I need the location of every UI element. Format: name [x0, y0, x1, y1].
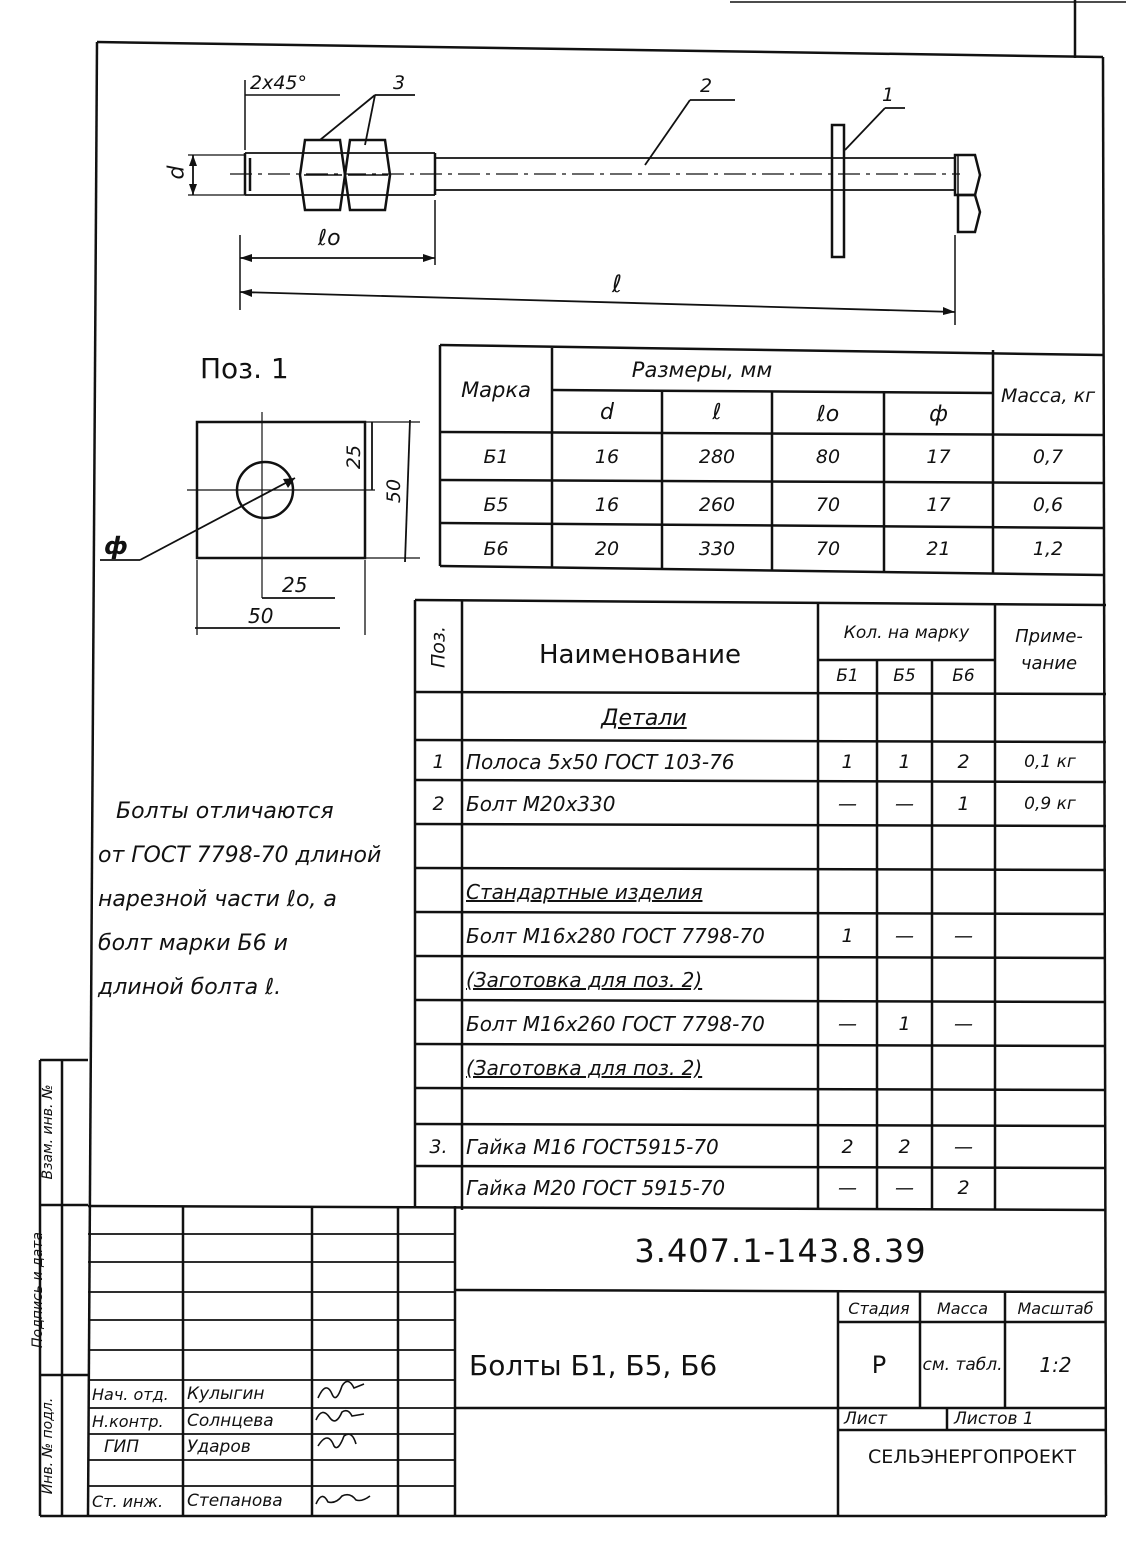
spec-cell-b1: [818, 958, 877, 1002]
spec-cell-note: [995, 1168, 1105, 1208]
dim-d-label: d: [164, 165, 190, 180]
sizes-mark-header: Марка: [461, 378, 531, 402]
spec-cell-b6: [932, 826, 995, 870]
spec-cell-b6: [932, 694, 995, 742]
sizes-header: Размеры, мм: [631, 358, 773, 382]
spec-cell-note: [995, 1002, 1105, 1046]
sizes-sub-d: d: [600, 399, 614, 425]
scale-header: Масштаб: [1017, 1298, 1094, 1318]
dim-l-label: ℓ: [612, 270, 622, 298]
note-text: [98, 790, 408, 1010]
sizes-cell-phi: 17: [926, 446, 951, 468]
spec-cell-b6: [932, 1046, 995, 1090]
callout-1: 1: [882, 84, 895, 106]
organization: СЕЛЬЭНЕРГОПРОЕКТ: [868, 1446, 1076, 1468]
spec-cell-pos: [415, 958, 462, 1002]
sizes-sub-l: ℓ: [712, 399, 722, 425]
side-label-inv-repl: Взам. инв. №: [40, 1084, 56, 1180]
spec-cell-b1: [818, 826, 877, 870]
side-label-inv-orig: Инв. № подл.: [40, 1397, 56, 1495]
spec-name-header: Наименование: [538, 640, 742, 670]
plate-dim-50-vertical: 50: [383, 478, 406, 504]
spec-cell-b6: [932, 870, 995, 914]
drawing-title: Болты Б1, Б5, Б6: [469, 1348, 718, 1382]
spec-cell-note: [995, 870, 1105, 914]
spec-cell-name: Стандартные изделия: [466, 880, 703, 904]
sizes-cell-mass: 1,2: [1032, 538, 1064, 560]
mass-header: Масса: [936, 1298, 988, 1318]
spec-cell-b6: 2: [957, 751, 970, 773]
spec-cell-b6: —: [954, 1013, 973, 1035]
spec-cell-note: [995, 914, 1105, 958]
staff-role-3: ГИП: [104, 1437, 139, 1457]
spec-cell-pos: [415, 694, 462, 742]
spec-cell-b1: [818, 1090, 877, 1126]
note-line-5: длиной болта ℓ.: [98, 975, 282, 1000]
spec-pos-header: Поз.: [427, 625, 450, 669]
spec-cell-b1: [818, 694, 877, 742]
side-label-sign-date: Подпись и дата: [30, 1232, 46, 1348]
spec-note-header: Приме- чание: [1015, 626, 1083, 674]
spec-cell-name: Гайка М16 ГОСТ5915-70: [466, 1135, 719, 1159]
spec-cell-note: [995, 958, 1105, 1002]
callout-3: 3: [393, 72, 406, 94]
spec-cell-name: (Заготовка для поз. 2): [466, 1056, 703, 1080]
spec-qty-b5: Б5: [893, 666, 916, 686]
sizes-cell-l0: 70: [815, 538, 841, 560]
sizes-cell-mass: 0,6: [1032, 494, 1064, 516]
spec-cell-name: Болт М20х330: [466, 792, 616, 816]
sizes-cell-l0: 70: [815, 494, 841, 516]
spec-cell-b6: 2: [957, 1177, 970, 1199]
plate-dim-25-horizontal: 25: [282, 573, 308, 597]
spec-cell-pos: [415, 870, 462, 914]
staff-role-1: Нач. отд.: [92, 1384, 169, 1404]
sizes-mass-header: Масса, кг: [1000, 384, 1096, 407]
spec-cell-name: [462, 826, 822, 870]
spec-cell-note: 0,1 кг: [1024, 752, 1076, 772]
spec-cell-note: [995, 1126, 1105, 1168]
spec-cell-b6: —: [954, 1136, 973, 1158]
spec-cell-b1: 1: [841, 925, 854, 947]
spec-cell-pos: 1: [432, 751, 445, 773]
stage-header: Стадия: [848, 1298, 910, 1318]
spec-cell-name: Болт М16х260 ГОСТ 7798-70: [466, 1012, 765, 1036]
scale-value: 1:2: [1039, 1353, 1072, 1377]
sizes-sub-l0: ℓo: [816, 401, 840, 427]
spec-cell-pos: 3.: [429, 1136, 448, 1158]
spec-cell-name: [462, 1090, 822, 1126]
staff-role-4: Ст. инж.: [92, 1491, 164, 1511]
spec-cell-pos: [415, 1168, 462, 1208]
spec-cell-name: Болт М16х280 ГОСТ 7798-70: [466, 924, 765, 948]
spec-cell-b1: —: [838, 1013, 857, 1035]
sheets-label: Листов 1: [954, 1409, 1034, 1429]
sizes-cell-d: 16: [594, 446, 620, 468]
spec-qty-b1: Б1: [836, 666, 859, 686]
phi-label: ф: [104, 532, 128, 560]
spec-cell-b5: [877, 694, 932, 742]
spec-cell-b1: —: [838, 793, 857, 815]
sizes-cell-l: 330: [698, 538, 736, 560]
spec-cell-b1: 1: [841, 751, 854, 773]
sizes-cell-l0: 80: [815, 446, 841, 468]
note-line-1: Болты отличаются: [116, 799, 334, 824]
spec-cell-b5: 2: [898, 1136, 911, 1158]
mass-value: см. табл.: [922, 1354, 1003, 1375]
staff-name-1: Кулыгин: [187, 1384, 265, 1404]
plate-title: Поз. 1: [200, 352, 289, 385]
staff-role-2: Н.контр.: [92, 1411, 164, 1431]
stage-value: Р: [871, 1351, 887, 1379]
plate-dim-50-horizontal: 50: [248, 604, 274, 628]
spec-cell-b6: [932, 958, 995, 1002]
sizes-cell-d: 20: [594, 538, 620, 560]
staff-name-2: Солнцева: [187, 1411, 274, 1431]
sizes-cell-d: 16: [594, 494, 620, 516]
spec-cell-pos: [415, 826, 462, 870]
sizes-cell-mark: Б6: [483, 538, 509, 560]
sizes-sub-phi: ф: [929, 401, 948, 427]
spec-cell-b5: [877, 826, 932, 870]
doc-code: 3.407.1-143.8.39: [634, 1232, 927, 1270]
spec-cell-b6: 1: [957, 793, 970, 815]
plate-dim-25-vertical: 25: [343, 444, 366, 470]
spec-cell-pos: [415, 1090, 462, 1126]
spec-cell-name: Полоса 5х50 ГОСТ 103-76: [466, 750, 735, 774]
spec-cell-b5: [877, 958, 932, 1002]
spec-cell-b5: [877, 1090, 932, 1126]
sizes-cell-phi: 17: [926, 494, 951, 516]
spec-cell-name: Детали: [601, 705, 687, 731]
sizes-cell-l: 260: [698, 494, 736, 516]
note-line-2: от ГОСТ 7798-70 длиной: [98, 843, 382, 868]
sizes-cell-phi: 21: [926, 538, 951, 560]
spec-cell-b1: [818, 1046, 877, 1090]
chamfer-label: 2x45°: [250, 72, 308, 94]
spec-cell-b6: —: [954, 925, 973, 947]
callout-2: 2: [700, 75, 713, 97]
spec-cell-name: Гайка М20 ГОСТ 5915-70: [466, 1176, 726, 1200]
spec-cell-b5: 1: [898, 751, 911, 773]
spec-cell-b5: —: [895, 1177, 914, 1199]
spec-qty-b6: Б6: [952, 666, 975, 686]
spec-cell-note: [995, 826, 1105, 870]
dim-l0-label: ℓo: [318, 226, 341, 251]
spec-cell-b6: [932, 1090, 995, 1126]
sizes-cell-mark: Б1: [483, 446, 509, 468]
spec-cell-b5: —: [895, 925, 914, 947]
note-line-4: болт марки Б6 и: [98, 931, 288, 956]
spec-cell-pos: [415, 914, 462, 958]
spec-qty-header: Кол. на марку: [843, 622, 970, 643]
sizes-cell-mass: 0,7: [1032, 446, 1064, 468]
sizes-cell-l: 280: [698, 446, 736, 468]
spec-cell-note: [995, 1046, 1105, 1090]
spec-cell-note: [995, 1090, 1105, 1126]
staff-name-4: Степанова: [187, 1491, 283, 1511]
spec-cell-b1: 2: [841, 1136, 854, 1158]
spec-cell-pos: [415, 1046, 462, 1090]
spec-cell-b1: [818, 870, 877, 914]
spec-cell-b5: 1: [898, 1013, 911, 1035]
spec-cell-b1: —: [838, 1177, 857, 1199]
spec-cell-b5: [877, 1046, 932, 1090]
spec-cell-note: [995, 694, 1105, 742]
sizes-cell-mark: Б5: [483, 494, 509, 516]
staff-name-3: Ударов: [187, 1437, 251, 1457]
spec-cell-pos: 2: [432, 793, 445, 815]
spec-cell-name: (Заготовка для поз. 2): [466, 968, 703, 992]
spec-cell-pos: [415, 1002, 462, 1046]
spec-cell-note: 0,9 кг: [1024, 794, 1076, 814]
spec-cell-b5: —: [895, 793, 914, 815]
sheet-label: Лист: [844, 1409, 888, 1429]
note-line-3: нарезной части ℓо, а: [98, 887, 337, 912]
spec-cell-b5: [877, 870, 932, 914]
